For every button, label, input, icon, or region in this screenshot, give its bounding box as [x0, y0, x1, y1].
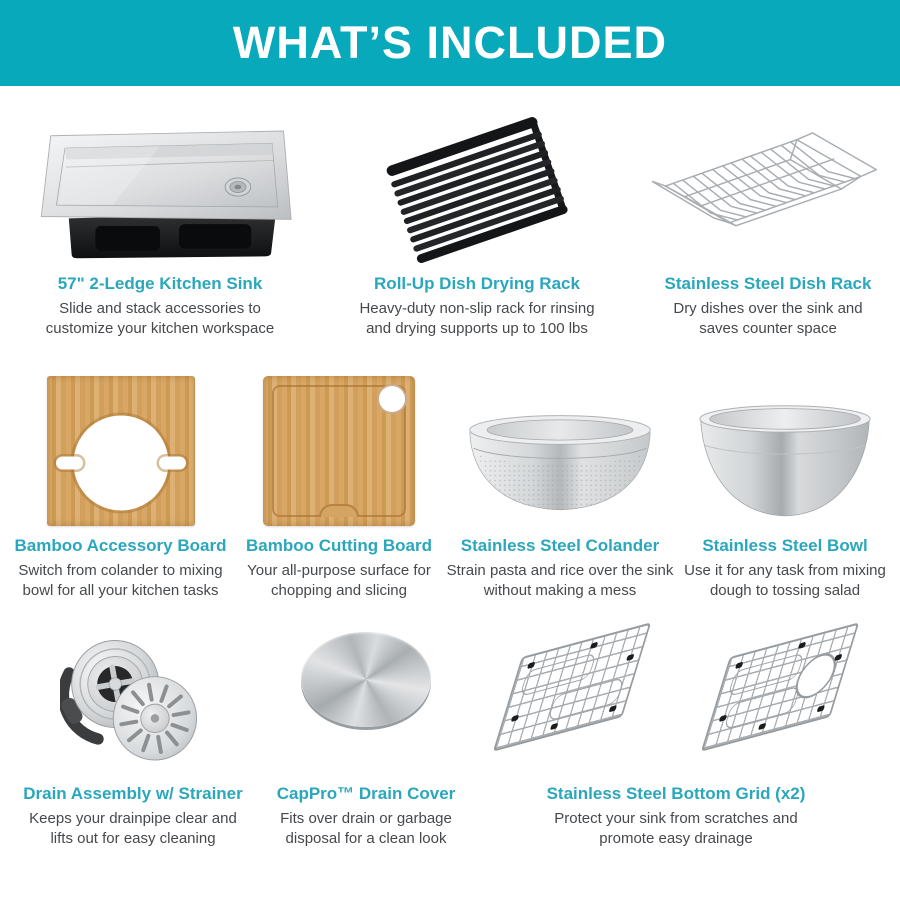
card-accessory-board: [8, 368, 233, 600]
drain-assembly-image: [60, 632, 206, 774]
bottom-grid-image-1: [493, 622, 651, 751]
item-title-drain-cover: CapPro™ Drain Cover: [276, 784, 456, 803]
item-title-bowl: Stainless Steel Bowl: [702, 536, 868, 555]
page-title: WHAT’S INCLUDED: [232, 17, 668, 68]
accessory-board-cutout: [73, 416, 168, 511]
card-dish-rack: [642, 112, 894, 338]
item-title-rollup-rack: Roll-Up Dish Drying Rack: [374, 274, 580, 293]
card-rollup-rack: [312, 112, 642, 338]
item-desc-drain-cover: Fits over drain or garbage disposal for a clean look: [280, 810, 452, 847]
accessory-board-image: [47, 376, 195, 526]
row-1: [0, 112, 900, 338]
item-desc-dish-rack: Dry dishes over the sink and saves counter space: [673, 300, 863, 337]
item-title-colander: Stainless Steel Colander: [460, 536, 660, 555]
item-title-cutting-board: Bamboo Cutting Board: [245, 536, 433, 555]
item-desc-kitchen-sink: Slide and stack accessories to customize your kitchen workspace: [45, 300, 275, 337]
item-desc-colander: Strain pasta and rice over the sink without making a mess: [446, 562, 674, 599]
card-drain-cover: [258, 628, 474, 848]
item-title-kitchen-sink: 57" 2-Ledge Kitchen Sink: [57, 274, 263, 293]
item-desc-accessory-board: Switch from colander to mixing bowl for all your kitchen tasks: [18, 562, 223, 599]
item-desc-drain-assembly: Keeps your drainpipe clear and lifts out for easy cleaning: [29, 810, 237, 847]
dish-rack-image: [652, 114, 884, 264]
bottom-grid-image-2: [701, 622, 859, 751]
rollup-rack-image: [358, 114, 596, 264]
item-desc-bowl: Use it for any task from mixing dough to tossing salad: [684, 562, 886, 599]
kitchen-sink-image: [24, 112, 296, 264]
cutting-board-hole: [377, 384, 407, 414]
item-title-dish-rack: Stainless Steel Dish Rack: [664, 274, 872, 293]
item-desc-cutting-board: Your all-purpose surface for chopping and slicing: [247, 562, 431, 599]
item-title-bottom-grid: Stainless Steel Bottom Grid (x2): [546, 784, 806, 803]
card-drain-assembly: [8, 628, 258, 848]
card-bowl: [675, 368, 895, 600]
card-bottom-grid: [474, 628, 878, 848]
bowl-image: [692, 398, 878, 526]
card-colander: [445, 368, 675, 600]
row-2: [0, 368, 900, 600]
item-desc-rollup-rack: Heavy-duty non-slip rack for rinsing and drying supports up to 100 lbs: [359, 300, 595, 337]
header-banner: [0, 0, 900, 86]
drain-cover-image: [301, 632, 431, 727]
card-kitchen-sink: [8, 112, 312, 338]
row-3: [0, 628, 900, 848]
card-cutting-board: [233, 368, 445, 600]
item-title-drain-assembly: Drain Assembly w/ Strainer: [23, 784, 243, 803]
item-desc-bottom-grid: Protect your sink from scratches and promote easy drainage: [554, 810, 798, 847]
colander-image: [461, 406, 659, 526]
cutting-board-image: [263, 376, 415, 526]
item-title-accessory-board: Bamboo Accessory Board: [14, 536, 227, 555]
